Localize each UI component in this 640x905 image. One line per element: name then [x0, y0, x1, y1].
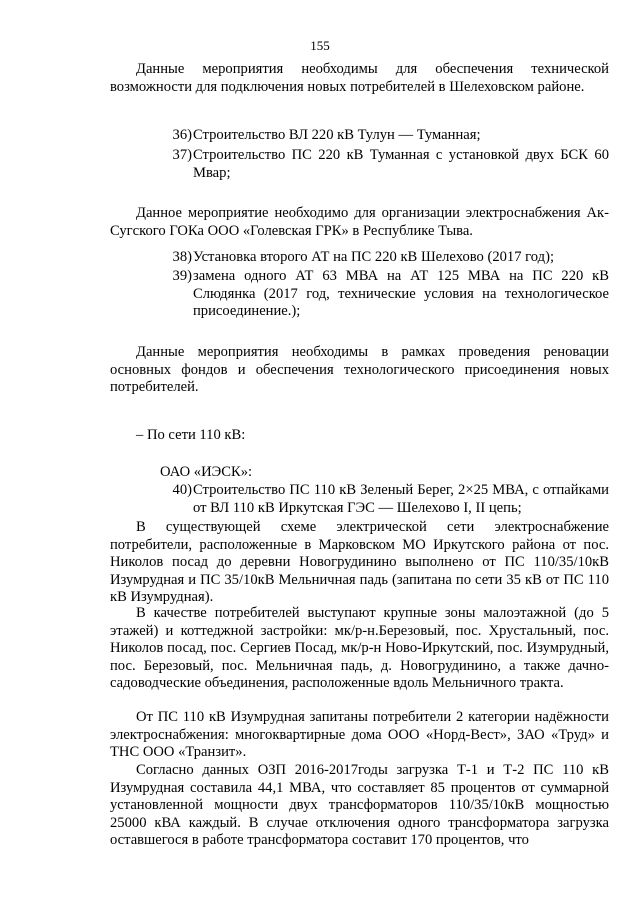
- list-item-text: замена одного АТ 63 МВА на АТ 125 МВА на ПС 220 кВ Слюдянка (2017 год, технические условия на технологическое присоединение.);: [193, 268, 609, 320]
- list-item-number: 39): [172, 268, 192, 284]
- paragraph-shelekhov: Данные мероприятия необходимы для обеспечения технической возможности для подключения новых потребителей в Шелеховском районе.: [110, 61, 609, 95]
- list-item-text: Строительство ПС 110 кВ Зеленый Берег, 2×25 МВА, с отпайками от ВЛ 110 кВ Иркутская ГЭС — Шелехово I, II цепь;: [193, 482, 609, 516]
- paragraph-existing-scheme: В существующей схеме электрической сети электроснабжение потребители, расположенные в Марковском МО Иркутского района от пос. Николов посад до деревни Новогрудинино выполнено от ПС 110/35/10кВ Изумрудная и ПС 35/10кВ Мельничная падь (запитана по сети 35 кВ от ПС 110 кВ Изумрудная).: [110, 519, 609, 606]
- page-number: 155: [310, 38, 330, 53]
- section-110kv-heading: – По сети 110 кВ:: [136, 427, 246, 443]
- paragraph-consumers: В качестве потребителей выступают крупные зоны малоэтажной (до 5 этажей) и коттеджной застройки: мк/р-н.Березовый, пос. Хрустальный, пос. Николов посад, пос. Сергиев Посад, мк/р-н Ново-Иркутский, пос. Изумрудный, пос. Березовый, пос. Мельничная падь, д. Новогрудинино, а также дачно-садоводческие объединения, расположенные вдоль Мельничного тракта.: [110, 605, 609, 692]
- paragraph-ozp-load: Согласно данных ОЗП 2016-2017годы загрузка Т-1 и Т-2 ПС 110 кВ Изумрудная составила 44,1 МВА, что составляет 85 процентов от суммарной установленной мощности двух трансформаторов 110/35/10кВ мощностью 25000 кВА каждый. В случае отключения одного трансформатора загрузка оставшегося в работе трансформатора составит 170 процентов, что: [110, 762, 609, 849]
- list-item-number: 37): [172, 147, 192, 163]
- org-label: ОАО «ИЭСК»:: [160, 464, 253, 480]
- list-item-number: 40): [172, 482, 192, 498]
- list-item-text: Строительство ВЛ 220 кВ Тулун — Туманная;: [193, 127, 481, 143]
- list-item-text: Установка второго АТ на ПС 220 кВ Шелехово (2017 год);: [193, 249, 555, 265]
- list-item-number: 36): [172, 127, 192, 143]
- paragraph-izumrudnaya: От ПС 110 кВ Изумрудная запитаны потребители 2 категории надёжности электроснабжения: многоквартирные дома ООО «Норд-Вест», ЗАО «Труд» и ТНС ООО «Транзит».: [110, 709, 609, 761]
- list-item-text: Строительство ПС 220 кВ Туманная с установкой двух БСК 60 Мвар;: [193, 147, 609, 181]
- list-item-number: 38): [172, 249, 192, 265]
- paragraph-ak-sug: Данное мероприятие необходимо для организации электроснабжения Ак-Сугского ГОКа ООО «Голевская ГРК» в Республике Тыва.: [110, 205, 609, 239]
- paragraph-renovation: Данные мероприятия необходимы в рамках проведения реновации основных фондов и обеспечения технологического присоединения новых потребителей.: [110, 344, 609, 396]
